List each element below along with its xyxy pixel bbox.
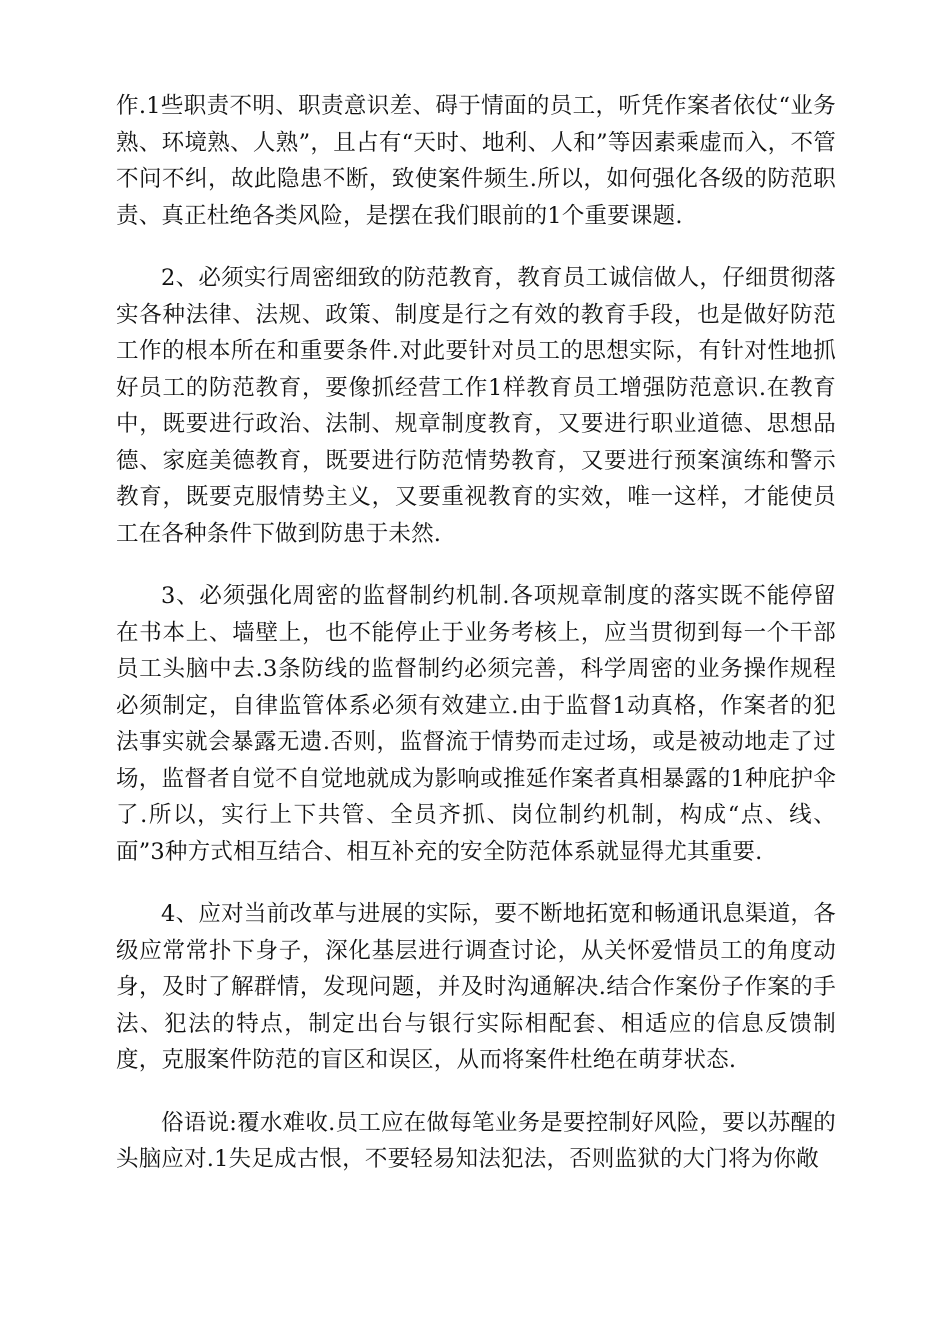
- paragraph-4: 4、应对当前改革与进展的实际，要不断地拓宽和畅通讯息渠道，各级应常常扑下身子，深化基层进行调查讨论，从关怀爱惜员工的角度动身，及时了解群情，发现问题，并及时沟通解决.结合作案份子作案的手法、犯法的特点，制定出台与银行实际相配套、相适应的信息反馈制度，克服案件防范的盲区和误区，从而将案件杜绝在萌芽状态.: [116, 901, 836, 1073]
- document-page: [116, 88, 836, 1204]
- paragraph-proverb: 俗语说:覆水难收.员工应在做每笔业务是要控制好风险，要以苏醒的头脑应对.1失足成古恨，不要轻易知法犯法，否则监狱的大门将为你敞: [116, 1109, 836, 1172]
- paragraph-continuation: 作.1些职责不明、职责意识差、碍于情面的员工，听凭作案者依仗“业务熟、环境熟、人熟”，且占有“天时、地利、人和”等因素乘虚而入，不管不问不纠，故此隐患不断，致使案件频生.所以，如何强化各级的防范职责、真正杜绝各类风险，是摆在我们眼前的1个重要课题.: [116, 93, 836, 229]
- paragraph-3: 3、必须强化周密的监督制约机制.各项规章制度的落实既不能停留在书本上、墙壁上，也不能停止于业务考核上，应当贯彻到每一个干部员工头脑中去.3条防线的监督制约必须完善，科学周密的业务操作规程必须制定，自律监管体系必须有效建立.由于监督1动真格，作案者的犯法事实就会暴露无遗.否则，监督流于情势而走过场，或是被动地走了过场，监督者自觉不自觉地就成为影响或推延作案者真相暴露的1种庇护伞了.所以，实行上下共管、全员齐抓、岗位制约机制，构成“点、线、面”3种方式相互结合、相互补充的安全防范体系就显得尤其重要.: [116, 583, 836, 865]
- paragraph-2: 2、必须实行周密细致的防范教育，教育员工诚信做人，仔细贯彻落实各种法律、法规、政策、制度是行之有效的教育手段，也是做好防范工作的根本所在和重要条件.对此要针对员工的思想实际，有针对性地抓好员工的防范教育，要像抓经营工作1样教育员工增强防范意识.在教育中，既要进行政治、法制、规章制度教育，又要进行职业道德、思想品德、家庭美德教育，既要进行防范情势教育，又要进行预案演练和警示教育，既要克服情势主义，又要重视教育的实效，唯一这样，才能使员工在各种条件下做到防患于未然.: [116, 265, 836, 547]
